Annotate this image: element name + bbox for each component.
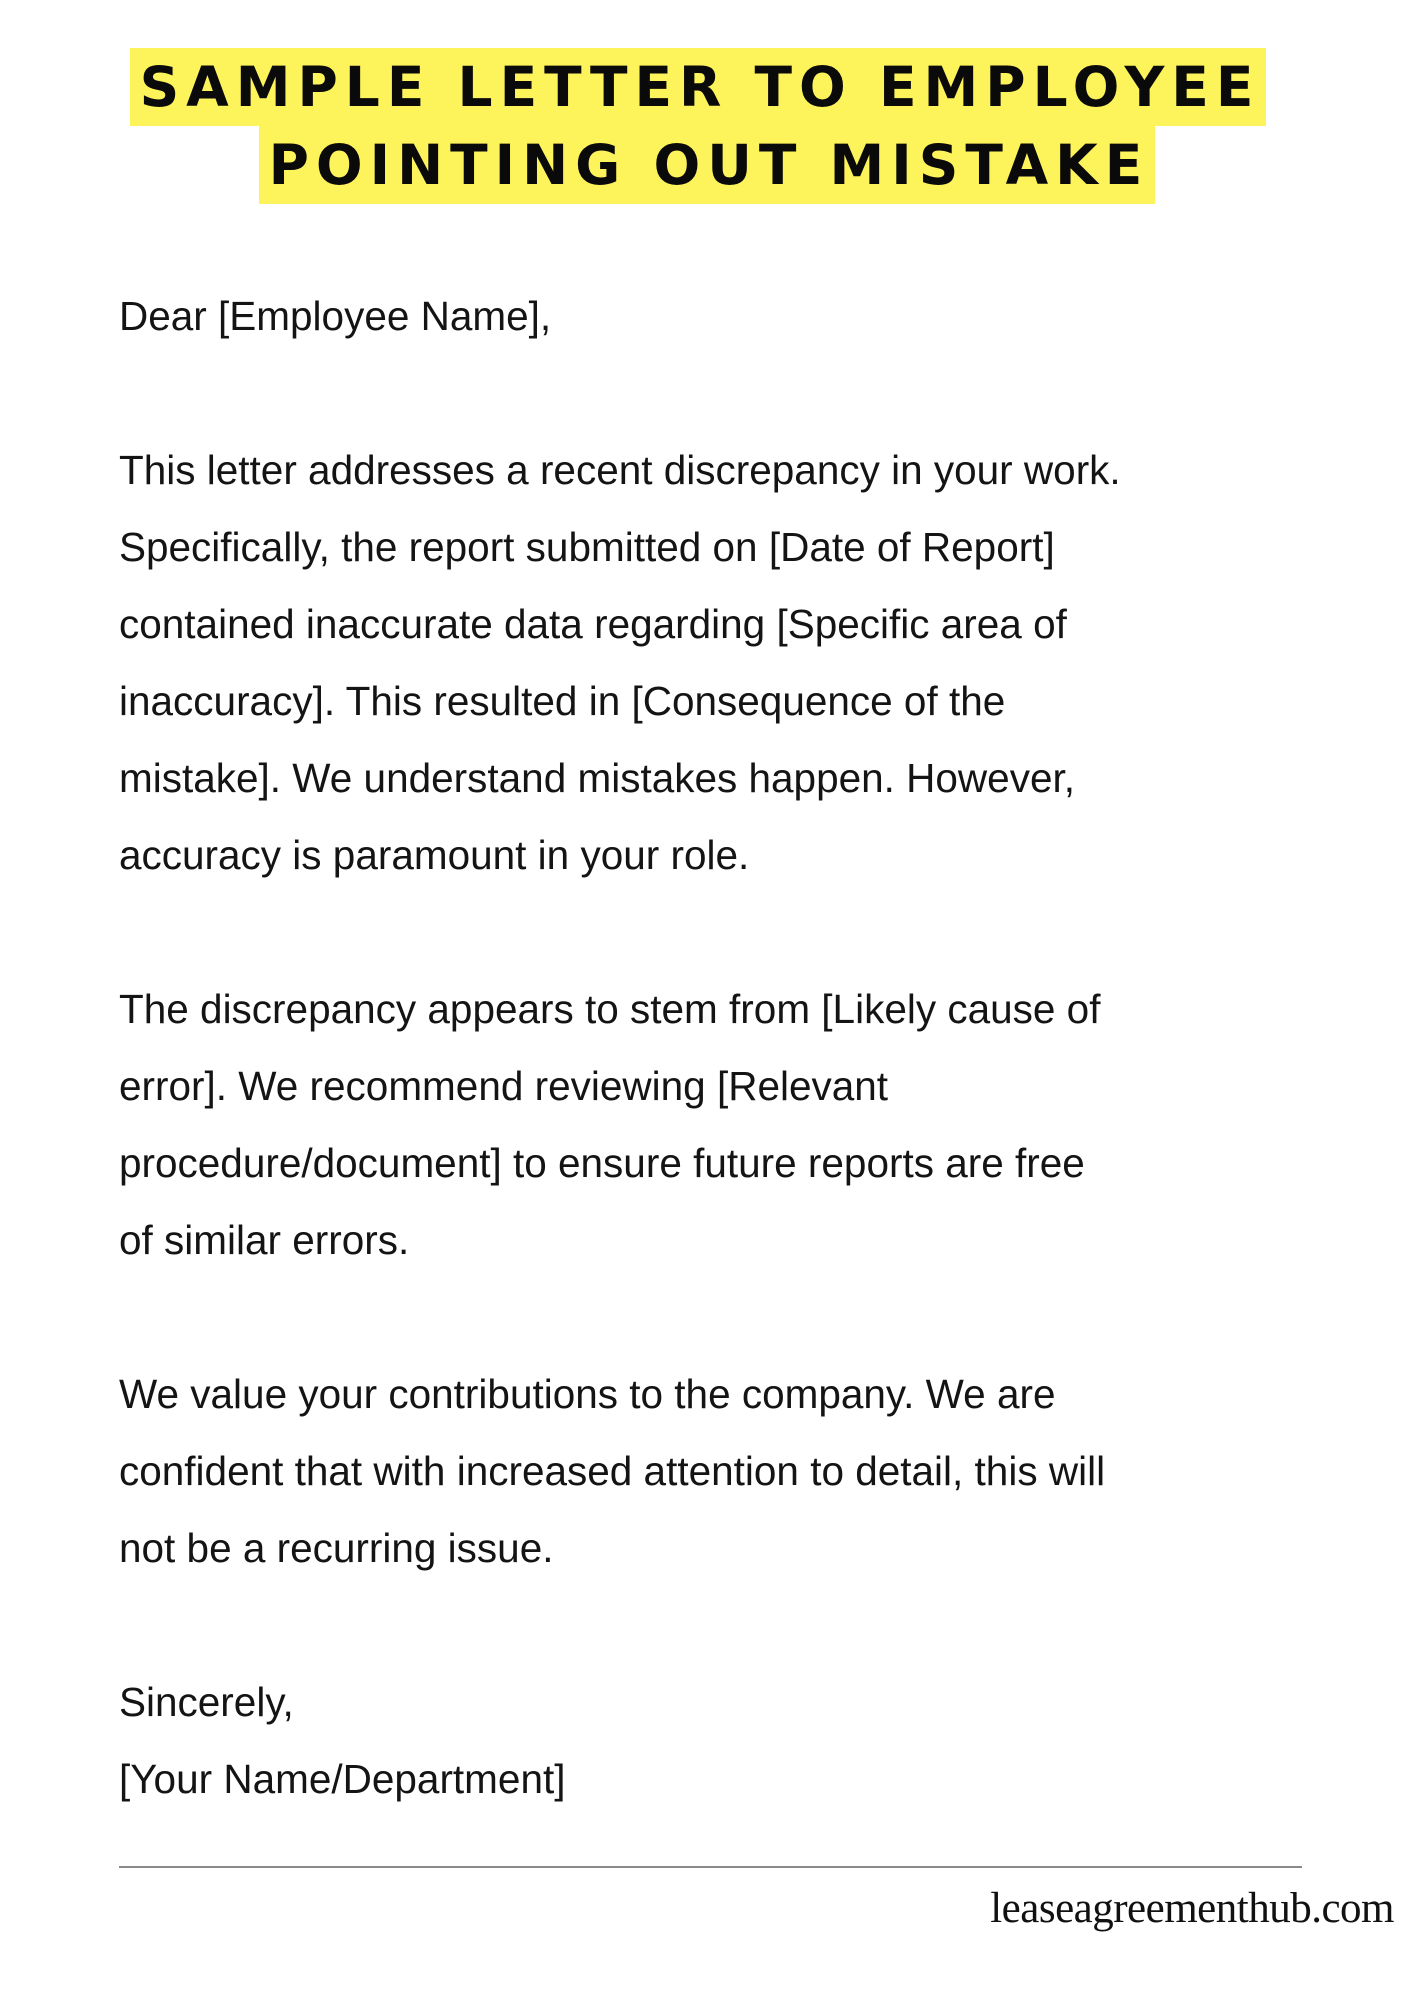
- paragraph-1-line: inaccuracy]. This resulted in [Consequence of the: [119, 678, 1006, 724]
- paragraph-3-line: We value your contributions to the company. We are: [119, 1371, 1056, 1417]
- title-line-2: POINTING OUT MISTAKE: [259, 126, 1156, 204]
- paragraph-2-line: of similar errors.: [119, 1217, 410, 1263]
- paragraph-1-line: contained inaccurate data regarding [Specific area of: [119, 601, 1067, 647]
- closing: Sincerely,: [119, 1679, 294, 1725]
- paragraph-2-line: The discrepancy appears to stem from [Likely cause of: [119, 986, 1101, 1032]
- paragraph-2-line: error]. We recommend reviewing [Relevant: [119, 1063, 889, 1109]
- letter-body: [119, 278, 1339, 1818]
- paragraph-1-line: This letter addresses a recent discrepancy in your work.: [119, 447, 1121, 493]
- paragraph-1-line: Specifically, the report submitted on [Date of Report]: [119, 524, 1055, 570]
- paragraph-1-line: accuracy is paramount in your role.: [119, 832, 750, 878]
- paragraph-2-line: procedure/document] to ensure future reports are free: [119, 1140, 1085, 1186]
- paragraph-1-line: mistake]. We understand mistakes happen. However,: [119, 755, 1075, 801]
- greeting: Dear [Employee Name],: [119, 293, 552, 339]
- signature-block: [119, 1664, 1339, 1818]
- paragraph-3: [119, 1356, 1339, 1587]
- signature: [Your Name/Department]: [119, 1756, 566, 1802]
- document-title: [0, 48, 1414, 204]
- paragraph-3-line: confident that with increased attention to detail, this will: [119, 1448, 1106, 1494]
- title-line-1: SAMPLE LETTER TO EMPLOYEE: [130, 48, 1267, 126]
- paragraph-3-line: not be a recurring issue.: [119, 1525, 554, 1571]
- paragraph-1: [119, 432, 1339, 894]
- footer-site: leaseagreementhub.com: [990, 1885, 1394, 1932]
- paragraph-2: [119, 971, 1339, 1279]
- footer-divider: [119, 1866, 1302, 1868]
